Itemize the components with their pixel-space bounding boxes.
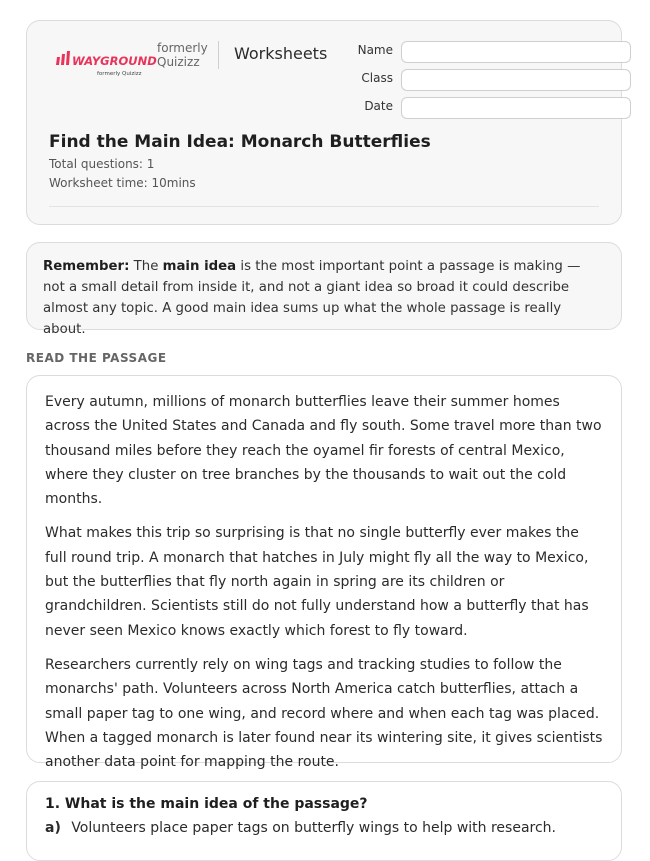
answer-option-a[interactable] — [45, 820, 603, 836]
total-questions: Total questions: 1 — [49, 157, 155, 171]
date-label: Date — [364, 99, 393, 113]
header-divider — [218, 41, 219, 69]
class-field[interactable] — [401, 69, 631, 91]
passage-paragraph: Researchers currently rely on wing tags and tracking studies to follow the monarchs' path. Volunteers across North America catch butterflies, attach a small paper tag to one wing, and record where and when each tag was placed. When a tagged monarch is later found near its wintering site, it gives scientists another data point for mapping the route. — [45, 656, 603, 771]
main-idea-term: main idea — [162, 259, 237, 274]
page-title: Find the Main Idea: Monarch Butterflies — [49, 132, 431, 152]
date-field[interactable] — [401, 97, 631, 119]
wayground-logo — [55, 43, 157, 83]
worksheet-header — [26, 20, 622, 225]
remember-text-2: is the most important point a passage is making — not a small detail from inside it, and not a giant idea so broad it could describe almost any topic. A good main idea sums up what the whole passage is really about. — [43, 259, 581, 337]
worksheets-label: Worksheets — [234, 44, 328, 63]
question-card — [26, 781, 622, 861]
question-text: 1. What is the main idea of the passage? — [45, 796, 368, 812]
passage-section-label: READ THE PASSAGE — [26, 351, 167, 365]
formerly-note — [157, 41, 208, 69]
passage-paragraph: Every autumn, millions of monarch butterflies leave their summer homes across the United States and Canada and fly south. Some travel more than two thousand miles before they reach the oyamel fir forests of central Mexico, where they cluster on tree branches by the thousands to wait out the cold months. — [45, 394, 602, 508]
brand-sub: formerly Quizizz — [97, 71, 142, 77]
formerly-line1: formerly — [157, 41, 208, 55]
remember-text-1: The — [133, 259, 159, 274]
option-text: Volunteers place paper tags on butterfly wings to help with research. — [71, 820, 556, 836]
name-label: Name — [357, 43, 393, 57]
worksheet-time: Worksheet time: 10mins — [49, 176, 196, 190]
formerly-line2: Quizizz — [157, 55, 200, 69]
remember-lead: Remember: — [43, 259, 130, 274]
class-label: Class — [361, 71, 393, 85]
brand-name: WAYGROUND — [72, 54, 157, 68]
passage-box — [26, 375, 622, 771]
option-letter: a) — [45, 820, 61, 836]
name-field[interactable] — [401, 41, 631, 63]
remember-box — [26, 242, 622, 337]
header-rule — [49, 206, 599, 207]
passage-paragraph: What makes this trip so surprising is that no single butterfly ever makes the full round trip. A monarch that hatches in July might fly all the way to Mexico, but the butterflies that fly north again in spring are its children or grandchildren. Scientists still do not fully understand how a butterfly that has never seen Mexico knows exactly which forest to fly toward. — [45, 525, 589, 639]
